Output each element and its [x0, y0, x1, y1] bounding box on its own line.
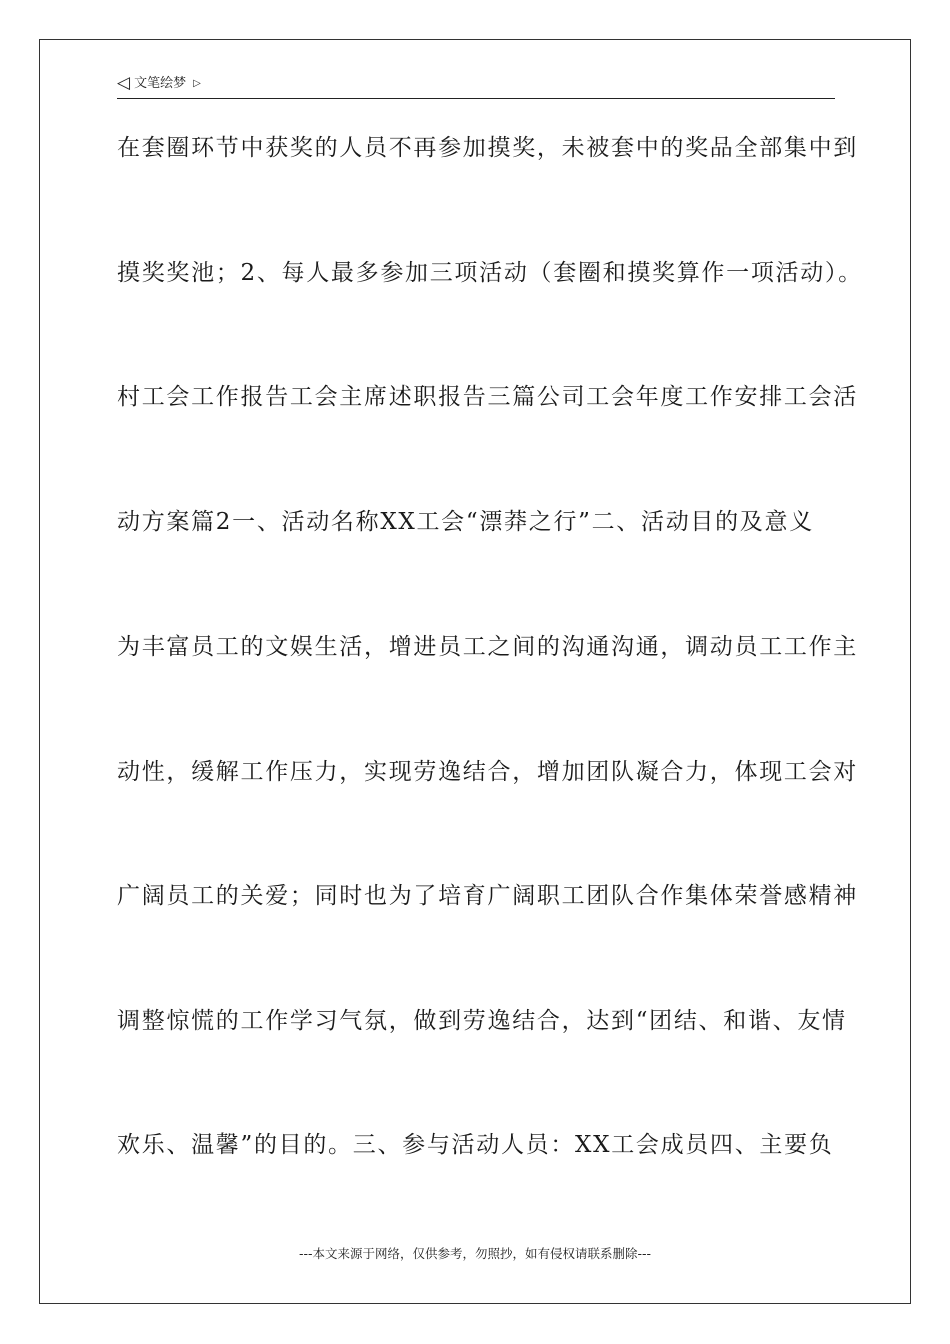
page-footer: ---本文来源于网络，仅供参考，勿照抄，如有侵权请联系删除--- — [298, 1246, 652, 1261]
header-title: 文笔绘梦 — [134, 76, 187, 91]
body-line-8: 调整惊慌的工作学习气氛，做到劳逸结合，达到“团结、和谐、友情 — [117, 1008, 847, 1034]
body-line-6: 动性，缓解工作压力，实现劳逸结合，增加团队凝合力，体现工会对 — [117, 759, 858, 785]
page-border — [39, 39, 911, 1304]
page-header — [117, 72, 835, 99]
body-line-5: 为丰富员工的文娱生活，增进员工之间的沟通沟通，调动员工工作主 — [117, 634, 858, 660]
triangle-right-icon: ▷ — [193, 78, 201, 89]
body-line-7: 广阔员工的关爱；同时也为了培育广阔职工团队合作集体荣誉感精神 — [117, 883, 858, 909]
triangle-left-icon: ◁ — [117, 73, 131, 93]
body-line-9: 欢乐、温馨”的目的。三、参与活动人员：XX工会成员四、主要负 — [117, 1132, 834, 1158]
body-line-4: 动方案篇2一、活动名称XX工会“漂莽之行”二、活动目的及意义 — [117, 509, 814, 535]
body-line-2: 摸奖奖池；2、每人最多参加三项活动（套圈和摸奖算作一项活动）。 — [117, 260, 863, 286]
body-line-3: 村工会工作报告工会主席述职报告三篇公司工会年度工作安排工会活 — [117, 384, 858, 410]
body-line-1: 在套圈环节中获奖的人员不再参加摸奖，未被套中的奖品全部集中到 — [117, 135, 858, 161]
